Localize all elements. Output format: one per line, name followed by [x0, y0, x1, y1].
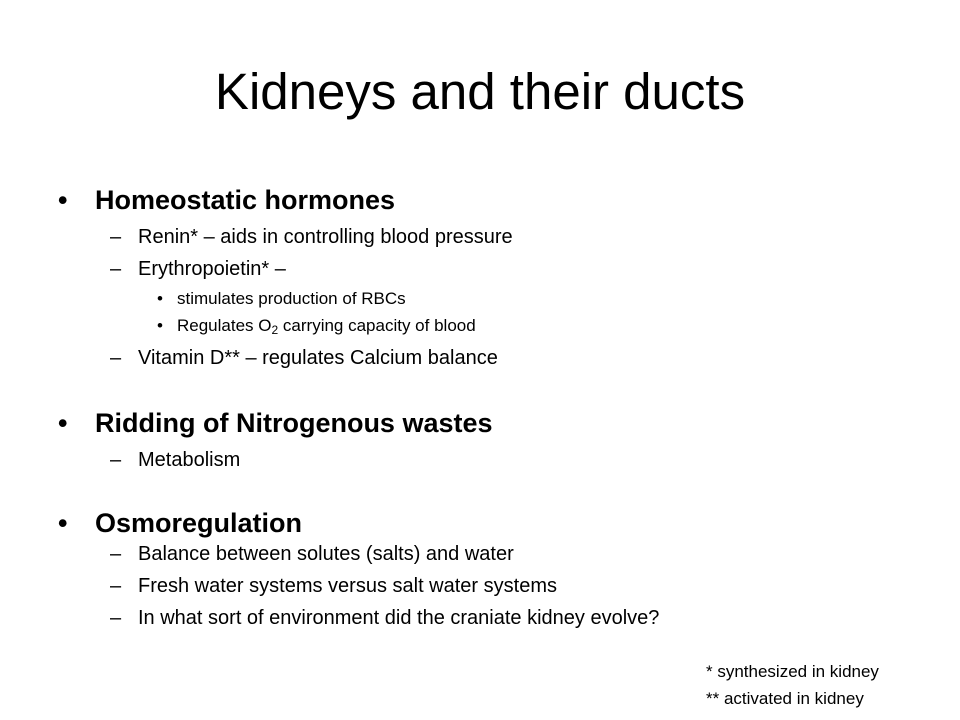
subscript: 2 [271, 323, 279, 337]
dash: – [110, 575, 122, 597]
list-item-text: Fresh water systems versus salt water systems [138, 575, 557, 597]
footnote-synthesized: * synthesized in kidney [706, 662, 879, 681]
sub-bullet: • [157, 289, 163, 308]
list-item-text: In what sort of environment did the craniate kidney evolve? [138, 607, 660, 629]
sub-bullet: • [157, 316, 163, 335]
bullet: • [58, 408, 68, 438]
dash: – [110, 449, 122, 471]
dash: – [110, 226, 122, 248]
bullet: • [58, 508, 68, 538]
dash: – [110, 543, 122, 565]
list-item-text: Erythropoietin* – [138, 258, 286, 280]
list-item-text: Metabolism [138, 449, 241, 471]
dash: – [110, 258, 122, 280]
slide-title: Kidneys and their ducts [214, 63, 746, 120]
section-heading: Homeostatic hormones [95, 185, 396, 215]
footnote-activated: ** activated in kidney [706, 689, 864, 708]
section-heading: Ridding of Nitrogenous wastes [95, 408, 493, 438]
footnotes [706, 658, 879, 712]
dash: – [110, 347, 122, 369]
text-after-subscript: carrying capacity of blood [278, 316, 476, 335]
list-item-text: Renin* – aids in controlling blood pressure [138, 226, 513, 248]
bullet: • [58, 185, 68, 215]
sub-list-item-text: stimulates production of RBCs [177, 289, 406, 308]
list-item-text: Vitamin D** – regulates Calcium balance [138, 347, 498, 369]
dash: – [110, 607, 122, 629]
text-before-subscript: Regulates O [177, 316, 272, 335]
section-heading: Osmoregulation [95, 508, 303, 538]
sub-list-item-text [177, 315, 476, 337]
list-item-text: Balance between solutes (salts) and water [138, 543, 514, 565]
